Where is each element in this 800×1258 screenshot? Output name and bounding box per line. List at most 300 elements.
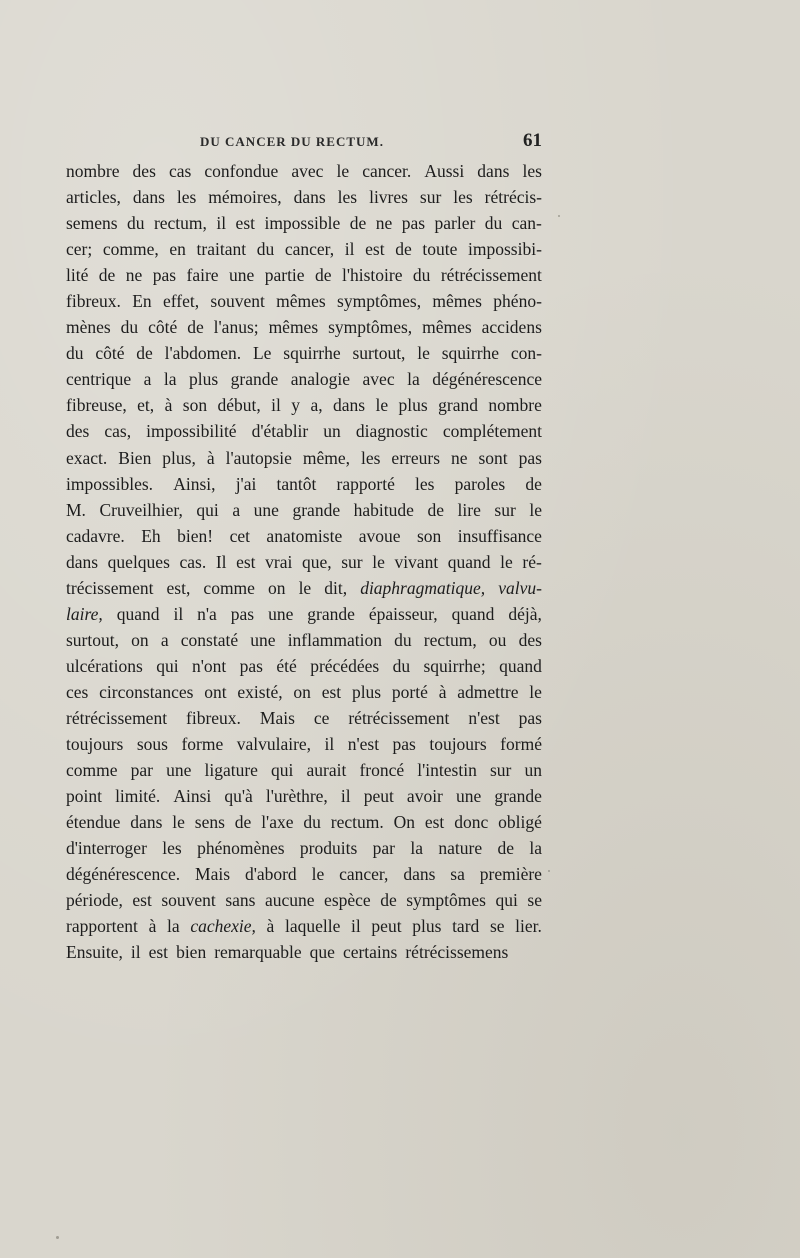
- word: articles,: [66, 187, 121, 208]
- word: comme: [203, 577, 255, 598]
- word: d'interroger: [66, 838, 147, 859]
- word: ce: [313, 707, 330, 728]
- word: mêmes: [422, 317, 472, 338]
- word: effet,: [162, 291, 200, 312]
- word: toujours: [66, 734, 124, 755]
- word: Mais: [259, 707, 295, 728]
- word: son: [182, 395, 208, 416]
- word: sens: [194, 812, 225, 833]
- word: symptômes,: [328, 317, 413, 338]
- word: admettre: [457, 681, 519, 702]
- text-line: [66, 601, 542, 627]
- word: l'histoire: [341, 265, 403, 286]
- word: à: [438, 681, 447, 702]
- word: sous: [136, 734, 168, 755]
- text-line: [66, 262, 542, 288]
- word: peut: [371, 916, 402, 937]
- word: cas.: [179, 551, 207, 572]
- word: dans: [477, 161, 510, 181]
- word: anatomiste: [266, 525, 343, 546]
- word: exact.: [66, 447, 108, 468]
- word: quand: [447, 551, 491, 572]
- running-title: DU CANCER DU RECTUM.: [200, 134, 384, 149]
- word: rapportent: [66, 916, 138, 937]
- word: mêmes: [432, 291, 482, 312]
- word: fibreux.: [66, 291, 121, 312]
- word: le: [500, 551, 513, 572]
- word: il: [344, 239, 355, 260]
- word: Ensuite,: [66, 942, 123, 963]
- word: Ainsi: [173, 786, 212, 807]
- word: les: [337, 187, 358, 208]
- word: laquelle: [284, 916, 341, 937]
- word: sur: [419, 187, 442, 208]
- word: les: [162, 838, 182, 859]
- text-line: [66, 575, 542, 601]
- word: Mais: [195, 864, 231, 885]
- word: parler: [434, 213, 476, 234]
- text-line: [66, 210, 542, 236]
- word: une: [253, 499, 279, 520]
- text-line: [66, 653, 542, 679]
- word: de: [380, 890, 397, 911]
- word: les: [361, 447, 381, 468]
- word: donc: [454, 812, 489, 833]
- word: des: [66, 421, 90, 442]
- word: même,: [302, 447, 351, 468]
- word: Il: [215, 551, 227, 572]
- word: a,: [310, 395, 323, 416]
- word: peut: [363, 786, 394, 807]
- word: Bien: [118, 447, 152, 468]
- text-line: [66, 913, 542, 939]
- running-head: [66, 130, 542, 156]
- word: du: [66, 343, 84, 364]
- text-line: [66, 731, 542, 757]
- word: mêmes: [276, 291, 326, 312]
- word: forme: [181, 734, 224, 755]
- word: grande: [230, 369, 279, 390]
- text-line: [66, 861, 542, 887]
- word: sont: [478, 447, 508, 468]
- word: squirrhe;: [423, 655, 486, 676]
- word: l'abdomen.: [164, 343, 242, 364]
- text-line: [66, 887, 542, 913]
- word: un: [524, 760, 542, 781]
- word: pas: [392, 734, 416, 755]
- word: Le: [252, 343, 272, 364]
- word: constaté: [180, 629, 239, 650]
- word: toute: [422, 239, 458, 260]
- word: froncé: [359, 760, 405, 781]
- word: grande: [307, 603, 355, 624]
- word: j'ai: [235, 473, 257, 494]
- word: rectum,: [423, 629, 477, 650]
- word: il: [271, 395, 281, 416]
- word: du: [412, 265, 431, 286]
- body-text: [66, 158, 542, 965]
- word: de: [315, 265, 332, 286]
- word: en: [169, 239, 186, 260]
- word: formé: [500, 734, 542, 755]
- word: par: [372, 838, 396, 859]
- italic-word: valvu-: [498, 577, 542, 598]
- word: obligé: [498, 812, 542, 833]
- word: sur: [341, 551, 363, 572]
- word: il: [351, 916, 361, 937]
- word: aucune: [264, 890, 315, 911]
- word: rétrécissement: [348, 707, 450, 728]
- word: nature: [438, 838, 483, 859]
- word: ré-: [522, 551, 542, 572]
- word: l'urèthre,: [265, 786, 328, 807]
- word: phénomènes: [197, 838, 285, 859]
- word: bien: [176, 942, 207, 963]
- word: inflammation: [287, 629, 382, 650]
- word: rétrécissement: [440, 265, 542, 286]
- text-line: [66, 158, 542, 184]
- word: quand: [499, 655, 542, 676]
- word: son: [416, 525, 442, 546]
- word: pas: [518, 707, 542, 728]
- word: déjà,: [508, 603, 542, 624]
- word: habitude: [353, 499, 414, 520]
- word: rétrécissement: [66, 707, 168, 728]
- word: trécissement: [66, 577, 154, 598]
- word: de: [136, 343, 153, 364]
- paper-speck: [548, 870, 550, 872]
- word: impossibilité: [146, 421, 237, 442]
- word: d'établir: [251, 421, 309, 442]
- word: y: [291, 395, 301, 416]
- word: de: [395, 239, 412, 260]
- text-line: [66, 445, 542, 471]
- word: comme,: [102, 239, 159, 260]
- word: le: [372, 551, 385, 572]
- word: précédées: [310, 655, 380, 676]
- word: du: [394, 629, 412, 650]
- word: Aussi: [424, 161, 465, 181]
- text-line: [66, 523, 542, 549]
- text-line: [66, 757, 542, 783]
- word: pas: [518, 447, 542, 468]
- word: qui: [271, 760, 294, 781]
- word: d'abord: [244, 864, 297, 885]
- word: la: [163, 369, 177, 390]
- word: can-: [511, 213, 542, 234]
- paper-speck: [558, 215, 560, 217]
- word: l'autopsie: [225, 447, 292, 468]
- text-line: [66, 184, 542, 210]
- word: la: [167, 916, 180, 937]
- word: sa: [450, 864, 465, 885]
- word: le: [375, 395, 389, 416]
- word: surtout,: [66, 629, 119, 650]
- word: impossible: [264, 213, 341, 234]
- word: et,: [137, 395, 155, 416]
- word: cet: [229, 525, 250, 546]
- text-line: [66, 236, 542, 262]
- word: avec: [291, 161, 324, 181]
- word: remarquable: [214, 942, 302, 963]
- text-line: [66, 549, 542, 575]
- word: diagnostic: [355, 421, 428, 442]
- word: le: [529, 499, 542, 520]
- text-line: [66, 679, 542, 705]
- word: grande: [292, 499, 341, 520]
- word: un: [323, 421, 341, 442]
- word: est: [132, 890, 152, 911]
- word: complétement: [442, 421, 542, 442]
- word: livres: [369, 187, 408, 208]
- text-line: [66, 939, 542, 965]
- word: l'anus;: [213, 317, 259, 338]
- word: nombre: [488, 395, 542, 416]
- word: le: [529, 681, 542, 702]
- word: dans: [66, 551, 99, 572]
- word: sur: [489, 760, 512, 781]
- word: rétrécissemens: [405, 942, 509, 963]
- word: côté: [148, 317, 178, 338]
- word: le: [172, 812, 185, 833]
- word: il: [340, 786, 351, 807]
- word: les: [415, 473, 435, 494]
- word: été: [276, 655, 297, 676]
- word: On: [393, 812, 415, 833]
- text-line: [66, 835, 542, 861]
- word: à: [266, 916, 275, 937]
- word: le: [417, 343, 430, 364]
- word: plus: [398, 395, 428, 416]
- word: squirrhe: [441, 343, 500, 364]
- word: étendue: [66, 812, 121, 833]
- word: dégénérescence: [432, 369, 542, 390]
- word: ces: [66, 681, 89, 702]
- word: du: [484, 213, 503, 234]
- word: vivant: [394, 551, 439, 572]
- text-line: [66, 366, 542, 392]
- text-line: [66, 314, 542, 340]
- word: se: [527, 890, 542, 911]
- paper-speck: [56, 1236, 59, 1239]
- word: a: [160, 629, 169, 650]
- word: que: [309, 942, 335, 963]
- word: de: [234, 812, 252, 833]
- word: mêmes: [268, 317, 319, 338]
- word: quand: [116, 603, 160, 624]
- word: cancer,: [284, 239, 335, 260]
- italic-word: laire,: [66, 603, 103, 624]
- word: plus: [188, 369, 219, 390]
- word: la: [407, 369, 420, 390]
- word: dans: [293, 187, 326, 208]
- word: de: [497, 838, 514, 859]
- word: de: [187, 317, 204, 338]
- word: épaisseur,: [368, 603, 438, 624]
- word: des: [518, 629, 542, 650]
- word: la: [410, 838, 424, 859]
- word: on: [131, 629, 149, 650]
- word: cancer,: [339, 864, 389, 885]
- word: des: [132, 161, 156, 181]
- word: par: [130, 760, 153, 781]
- word: rétrécis-: [484, 187, 542, 208]
- word: quelques: [107, 551, 170, 572]
- word: grand: [438, 395, 478, 416]
- word: accidens: [481, 317, 542, 338]
- word: a: [143, 369, 152, 390]
- word: du: [126, 213, 145, 234]
- word: circonstances: [99, 681, 194, 702]
- word: mènes: [66, 317, 111, 338]
- word: les: [522, 161, 542, 181]
- word: cer;: [66, 239, 93, 260]
- word: traitant: [196, 239, 247, 260]
- word: nombre: [66, 161, 120, 181]
- word: lier.: [515, 916, 542, 937]
- word: souvent: [161, 890, 216, 911]
- word: une: [166, 760, 192, 781]
- word: le: [298, 577, 312, 598]
- word: ne: [450, 447, 468, 468]
- word: phéno-: [493, 291, 542, 312]
- word: de: [525, 473, 542, 494]
- word: aurait: [306, 760, 347, 781]
- word: existé,: [237, 681, 283, 702]
- word: tard: [452, 916, 480, 937]
- word: dit,: [324, 577, 348, 598]
- word: début,: [217, 395, 261, 416]
- word: comme: [66, 760, 118, 781]
- text-line: [66, 288, 542, 314]
- text-line: [66, 783, 542, 809]
- word: con-: [510, 343, 542, 364]
- word: souvent: [210, 291, 265, 312]
- text-line: [66, 392, 542, 418]
- word: erreurs: [391, 447, 440, 468]
- word: il: [216, 213, 227, 234]
- word: le: [311, 864, 325, 885]
- word: l'intestin: [417, 760, 477, 781]
- word: l'axe: [261, 812, 294, 833]
- word: ulcérations: [66, 655, 143, 676]
- word: fibreuse,: [66, 395, 127, 416]
- word: symptômes,: [337, 291, 422, 312]
- word: toujours: [429, 734, 487, 755]
- word: paroles: [454, 473, 506, 494]
- word: a: [232, 499, 241, 520]
- word: qui: [495, 890, 518, 911]
- word: sur: [494, 499, 516, 520]
- word: fibreux.: [186, 707, 241, 728]
- word: espèce: [324, 890, 371, 911]
- word: symptômes: [406, 890, 486, 911]
- word: la: [529, 838, 542, 859]
- word: produits: [299, 838, 358, 859]
- word: ou: [488, 629, 507, 650]
- word: impossibles.: [66, 473, 154, 494]
- word: En: [132, 291, 152, 312]
- word: période,: [66, 890, 123, 911]
- word: cancer.: [362, 161, 412, 181]
- italic-word: cachexie,: [190, 916, 256, 937]
- word: est: [236, 551, 256, 572]
- word: rectum.: [330, 812, 384, 833]
- italic-word: diaphragmatique,: [360, 577, 486, 598]
- word: avoue: [358, 525, 401, 546]
- word: avec: [362, 369, 395, 390]
- word: il: [130, 942, 141, 963]
- word: pas: [152, 265, 177, 286]
- text-line: [66, 809, 542, 835]
- word: ligature: [204, 760, 258, 781]
- word: à: [206, 447, 215, 468]
- text-line: [66, 497, 542, 523]
- word: une: [268, 603, 294, 624]
- word: du: [120, 317, 139, 338]
- word: insuffisance: [457, 525, 542, 546]
- word: ne: [375, 213, 393, 234]
- word: se: [489, 916, 505, 937]
- word: le: [336, 161, 350, 181]
- word: Ainsi,: [173, 473, 216, 494]
- word: dans: [403, 864, 436, 885]
- text-line: [66, 705, 542, 731]
- word: une: [250, 629, 276, 650]
- word: squirrhe: [283, 343, 341, 364]
- word: dégénérescence.: [66, 864, 181, 885]
- word: première: [479, 864, 542, 885]
- word: cas,: [104, 421, 132, 442]
- word: cadavre.: [66, 525, 125, 546]
- word: côté: [95, 343, 125, 364]
- word: n'a: [197, 603, 217, 624]
- word: certains: [342, 942, 398, 963]
- word: est,: [166, 577, 191, 598]
- word: à: [148, 916, 157, 937]
- word: du: [303, 812, 321, 833]
- word: pas: [401, 213, 426, 234]
- word: de: [98, 265, 116, 286]
- word: Eh: [141, 525, 161, 546]
- word: est: [321, 681, 342, 702]
- word: vrai: [265, 551, 293, 572]
- word: les: [453, 187, 473, 208]
- word: centrique: [66, 369, 132, 390]
- word: cas: [168, 161, 192, 181]
- word: point: [66, 786, 102, 807]
- word: mémoires,: [208, 187, 282, 208]
- word: confondue: [204, 161, 279, 181]
- word: limité.: [115, 786, 161, 807]
- word: une: [229, 265, 255, 286]
- word: porté: [391, 681, 428, 702]
- word: n'ont: [191, 655, 227, 676]
- word: il: [324, 734, 335, 755]
- word: on: [268, 577, 286, 598]
- word: bien!: [177, 525, 214, 546]
- word: à: [164, 395, 173, 416]
- word: plus: [351, 681, 382, 702]
- word: plus,: [162, 447, 196, 468]
- word: pas: [239, 655, 263, 676]
- page-number: 61: [523, 130, 542, 151]
- word: lité: [66, 265, 89, 286]
- word: analogie: [290, 369, 351, 390]
- word: tantôt: [276, 473, 317, 494]
- word: qui: [196, 499, 219, 520]
- word: ont: [204, 681, 227, 702]
